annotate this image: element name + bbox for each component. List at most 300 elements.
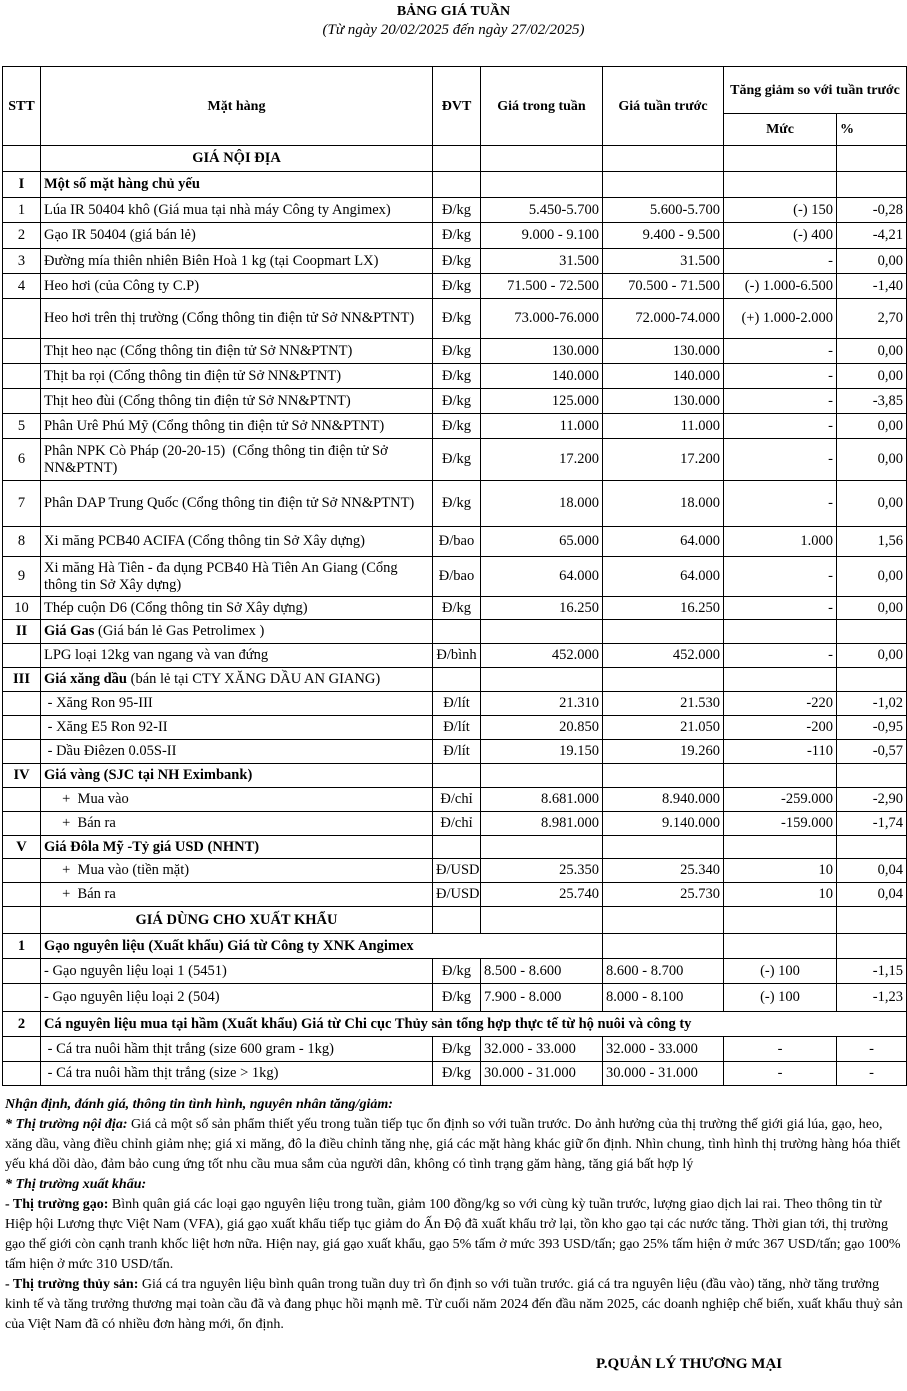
stt-cell: II bbox=[3, 620, 41, 644]
price-prev-cell: 18.000 bbox=[603, 481, 724, 527]
unit-cell: Đ/kg bbox=[433, 1037, 481, 1062]
price-week-cell: 452.000 bbox=[481, 644, 603, 668]
change-pct-cell: - bbox=[837, 1037, 907, 1062]
empty-cell bbox=[433, 146, 481, 172]
header-item: Mặt hàng bbox=[41, 67, 433, 146]
rice-text: Bình quân giá các loại gạo nguyên liệu trong tuần, giảm 100 đồng/kg so với cùng kỳ tuần trước, lượng giao dịch lai rai. Theo thông tin từ Hiệp hội Lương thực Việt Nam (VFA), giá gạo xuất khẩu tiếp tục giảm do Ấn Độ đã xuất khẩu trở lại, tồn kho gạo tại các nước tăng. Thời gian tới, thị trường gạo thế giới còn cạnh tranh khốc liệt hơn nữa. Hiện nay, giá gạo xuất khẩu, gạo 5% tấm ở mức 393 USD/tấn; gạo 25% tấm hiện ở mức 367 USD/tấn; gạo 100% tấm hiện ở mức 310 USD/tấn. bbox=[5, 1197, 901, 1272]
unit-cell: Đ/kg bbox=[433, 414, 481, 439]
item-name: Đường mía thiên nhiên Biên Hoà 1 kg (tại Coopmart LX) bbox=[41, 249, 433, 274]
price-prev-cell: 25.730 bbox=[603, 883, 724, 907]
price-prev-cell: 31.500 bbox=[603, 249, 724, 274]
unit-cell: Đ/bình bbox=[433, 644, 481, 668]
price-week-cell: 64.000 bbox=[481, 557, 603, 597]
group-row bbox=[3, 934, 907, 959]
section-label: GIÁ DÙNG CHO XUẤT KHẨU bbox=[41, 907, 433, 934]
change-level-cell: - bbox=[724, 364, 837, 389]
price-week-cell: 11.000 bbox=[481, 414, 603, 439]
stt-cell bbox=[3, 692, 41, 716]
change-pct-cell: -0,57 bbox=[837, 740, 907, 764]
price-prev-cell: 130.000 bbox=[603, 339, 724, 364]
empty-cell bbox=[724, 620, 837, 644]
table-row bbox=[3, 223, 907, 249]
empty-cell bbox=[603, 146, 724, 172]
price-week-cell: 8.500 - 8.600 bbox=[481, 959, 603, 984]
table-row bbox=[3, 716, 907, 740]
item-name: Lúa IR 50404 khô (Giá mua tại nhà máy Công ty Angimex) bbox=[41, 198, 433, 223]
unit-cell: Đ/kg bbox=[433, 481, 481, 527]
item-name: Thịt heo đùi (Cổng thông tin điện tử Sở NN&PTNT) bbox=[41, 389, 433, 414]
empty-cell bbox=[603, 620, 724, 644]
stt-cell: 9 bbox=[3, 557, 41, 597]
group-label-suffix: (Giá bán lẻ Gas Petrolimex ) bbox=[94, 623, 265, 639]
stt-cell bbox=[3, 364, 41, 389]
change-level-cell: (+) 1.000-2.000 bbox=[724, 299, 837, 339]
stt-cell: 7 bbox=[3, 481, 41, 527]
unit-cell: Đ/kg bbox=[433, 597, 481, 620]
table-row bbox=[3, 527, 907, 557]
price-week-cell: 130.000 bbox=[481, 339, 603, 364]
item-name: - Gạo nguyên liệu loại 1 (5451) bbox=[41, 959, 433, 984]
unit-cell: Đ/kg bbox=[433, 339, 481, 364]
item-name: + Mua vào bbox=[41, 788, 433, 812]
item-name: Phân NPK Cò Pháp (20-20-15) (Cổng thông tin điện tử Sở NN&PTNT) bbox=[41, 439, 433, 481]
item-name: - Dầu Điêzen 0.05S-II bbox=[41, 740, 433, 764]
stt-cell bbox=[3, 812, 41, 836]
change-pct-cell: -1,74 bbox=[837, 812, 907, 836]
unit-cell: Đ/lít bbox=[433, 740, 481, 764]
stt-cell bbox=[3, 146, 41, 172]
item-name: Phân DAP Trung Quốc (Cổng thông tin điện tử Sở NN&PTNT) bbox=[41, 481, 433, 527]
item-name: Xi măng Hà Tiên - đa dụng PCB40 Hà Tiên An Giang (Cổng thông tin Sở Xây dựng) bbox=[41, 557, 433, 597]
item-name: Heo hơi (của Công ty C.P) bbox=[41, 274, 433, 299]
price-week-cell: 31.500 bbox=[481, 249, 603, 274]
change-pct-cell: 0,04 bbox=[837, 859, 907, 883]
unit-cell: Đ/kg bbox=[433, 223, 481, 249]
page-subtitle: (Từ ngày 20/02/2025 đến ngày 27/02/2025) bbox=[322, 22, 585, 38]
group-label: Giá Gas bbox=[44, 623, 95, 639]
group-row bbox=[3, 172, 907, 198]
stt-cell: 3 bbox=[3, 249, 41, 274]
group-row bbox=[3, 836, 907, 859]
change-pct-cell: 0,00 bbox=[837, 597, 907, 620]
empty-cell bbox=[837, 668, 907, 692]
header-change-level: Mức bbox=[724, 114, 837, 146]
empty-cell bbox=[433, 172, 481, 198]
unit-cell: Đ/bao bbox=[433, 527, 481, 557]
price-week-cell: 25.740 bbox=[481, 883, 603, 907]
group-label: Cá nguyên liệu mua tại hầm (Xuất khẩu) Giá từ Chi cục Thủy sản tổng hợp thực tế từ hộ nuôi và công ty bbox=[44, 1015, 692, 1032]
stt-cell: 2 bbox=[3, 223, 41, 249]
price-week-cell: 140.000 bbox=[481, 364, 603, 389]
item-name: Phân Urê Phú Mỹ (Cổng thông tin điện tử Sở NN&PTNT) bbox=[41, 414, 433, 439]
change-pct-cell: 0,00 bbox=[837, 644, 907, 668]
price-prev-cell: 21.050 bbox=[603, 716, 724, 740]
page-title: BẢNG GIÁ TUẦN bbox=[396, 4, 511, 19]
price-week-cell: 21.310 bbox=[481, 692, 603, 716]
change-pct-cell: -1,15 bbox=[837, 959, 907, 984]
section-label: GIÁ NỘI ĐỊA bbox=[41, 146, 433, 172]
change-level-cell: (-) 100 bbox=[724, 959, 837, 984]
price-prev-cell: 8.600 - 8.700 bbox=[603, 959, 724, 984]
stt-cell bbox=[3, 883, 41, 907]
price-week-cell: 8.681.000 bbox=[481, 788, 603, 812]
empty-cell bbox=[724, 146, 837, 172]
item-name: + Mua vào (tiền mặt) bbox=[41, 859, 433, 883]
price-week-cell: 19.150 bbox=[481, 740, 603, 764]
change-pct-cell: 0,00 bbox=[837, 557, 907, 597]
table-row bbox=[3, 1062, 907, 1086]
unit-cell: Đ/kg bbox=[433, 389, 481, 414]
change-level-cell: (-) 1.000-6.500 bbox=[724, 274, 837, 299]
empty-cell bbox=[837, 836, 907, 859]
item-name: - Xăng E5 Ron 92-II bbox=[41, 716, 433, 740]
stt-cell bbox=[3, 299, 41, 339]
price-week-cell: 18.000 bbox=[481, 481, 603, 527]
unit-cell: Đ/kg bbox=[433, 984, 481, 1012]
price-week-cell: 16.250 bbox=[481, 597, 603, 620]
header-price-prev: Giá tuần trước bbox=[603, 67, 724, 146]
empty-cell bbox=[433, 907, 481, 934]
stt-cell: 1 bbox=[3, 934, 41, 959]
change-pct-cell: 0,00 bbox=[837, 439, 907, 481]
group-label-cell bbox=[41, 620, 433, 644]
price-prev-cell: 140.000 bbox=[603, 364, 724, 389]
unit-cell: Đ/kg bbox=[433, 439, 481, 481]
unit-cell: Đ/kg bbox=[433, 1062, 481, 1086]
empty-cell bbox=[481, 146, 603, 172]
price-prev-cell: 64.000 bbox=[603, 527, 724, 557]
stt-cell: I bbox=[3, 172, 41, 198]
empty-cell bbox=[481, 620, 603, 644]
group-label-cell bbox=[41, 934, 603, 959]
change-pct-cell: -1,40 bbox=[837, 274, 907, 299]
change-pct-cell: 0,04 bbox=[837, 883, 907, 907]
empty-cell bbox=[481, 907, 603, 934]
rice-paragraph bbox=[5, 1195, 903, 1275]
group-label: Giá Đôla Mỹ -Tỷ giá USD (NHNT) bbox=[44, 838, 260, 855]
table-row bbox=[3, 198, 907, 223]
stt-cell: 1 bbox=[3, 198, 41, 223]
unit-cell: Đ/kg bbox=[433, 299, 481, 339]
group-row bbox=[3, 668, 907, 692]
price-week-cell: 17.200 bbox=[481, 439, 603, 481]
price-prev-cell: 21.530 bbox=[603, 692, 724, 716]
price-table-body bbox=[3, 146, 907, 1086]
table-row bbox=[3, 557, 907, 597]
stt-cell bbox=[3, 859, 41, 883]
group-row bbox=[3, 620, 907, 644]
stt-cell: 2 bbox=[3, 1012, 41, 1037]
unit-cell: Đ/chỉ bbox=[433, 788, 481, 812]
empty-cell bbox=[481, 172, 603, 198]
header-stt: STT bbox=[3, 67, 41, 146]
table-row bbox=[3, 788, 907, 812]
change-pct-cell: -0,95 bbox=[837, 716, 907, 740]
change-level-cell: (-) 150 bbox=[724, 198, 837, 223]
table-row bbox=[3, 249, 907, 274]
change-pct-cell: 1,56 bbox=[837, 527, 907, 557]
change-pct-cell: -4,21 bbox=[837, 223, 907, 249]
unit-cell: Đ/kg bbox=[433, 274, 481, 299]
unit-cell: Đ/kg bbox=[433, 959, 481, 984]
empty-cell bbox=[603, 172, 724, 198]
stt-cell: 8 bbox=[3, 527, 41, 557]
stt-cell: V bbox=[3, 836, 41, 859]
domestic-paragraph bbox=[5, 1115, 903, 1175]
change-pct-cell: 2,70 bbox=[837, 299, 907, 339]
item-name: Gạo IR 50404 (giá bán lẻ) bbox=[41, 223, 433, 249]
price-prev-cell: 16.250 bbox=[603, 597, 724, 620]
change-pct-cell: -3,85 bbox=[837, 389, 907, 414]
unit-cell: Đ/lít bbox=[433, 716, 481, 740]
item-name: Heo hơi trên thị trường (Cổng thông tin điện tử Sở NN&PTNT) bbox=[41, 299, 433, 339]
stt-cell bbox=[3, 740, 41, 764]
empty-cell bbox=[724, 668, 837, 692]
stt-cell bbox=[3, 907, 41, 934]
table-row bbox=[3, 439, 907, 481]
change-level-cell: -110 bbox=[724, 740, 837, 764]
unit-cell: Đ/chỉ bbox=[433, 812, 481, 836]
table-row bbox=[3, 812, 907, 836]
item-name: - Cá tra nuôi hầm thịt trắng (size 600 gram - 1kg) bbox=[41, 1037, 433, 1062]
header-unit: ĐVT bbox=[433, 67, 481, 146]
price-prev-cell: 72.000-74.000 bbox=[603, 299, 724, 339]
stt-cell: 6 bbox=[3, 439, 41, 481]
table-row bbox=[3, 1037, 907, 1062]
change-level-cell: - bbox=[724, 249, 837, 274]
stt-cell bbox=[3, 716, 41, 740]
empty-cell bbox=[603, 764, 724, 788]
table-row bbox=[3, 959, 907, 984]
section-row bbox=[3, 907, 907, 934]
item-name: + Bán ra bbox=[41, 883, 433, 907]
price-prev-cell: 11.000 bbox=[603, 414, 724, 439]
notes-section bbox=[5, 1095, 903, 1335]
empty-cell bbox=[433, 620, 481, 644]
stt-cell: 10 bbox=[3, 597, 41, 620]
stt-cell bbox=[3, 339, 41, 364]
item-name: Xi măng PCB40 ACIFA (Cổng thông tin Sở Xây dựng) bbox=[41, 527, 433, 557]
empty-cell bbox=[481, 836, 603, 859]
price-prev-cell: 70.500 - 71.500 bbox=[603, 274, 724, 299]
empty-cell bbox=[837, 764, 907, 788]
change-pct-cell: - bbox=[837, 1062, 907, 1086]
unit-cell: Đ/bao bbox=[433, 557, 481, 597]
group-label: Giá xăng dầu bbox=[44, 671, 127, 687]
stt-cell bbox=[3, 788, 41, 812]
item-name: Thịt heo nạc (Cổng thông tin điện tử Sở NN&PTNT) bbox=[41, 339, 433, 364]
price-week-cell: 73.000-76.000 bbox=[481, 299, 603, 339]
change-level-cell: - bbox=[724, 644, 837, 668]
price-prev-cell: 32.000 - 33.000 bbox=[603, 1037, 724, 1062]
change-pct-cell: 0,00 bbox=[837, 414, 907, 439]
change-level-cell: -200 bbox=[724, 716, 837, 740]
notes-heading: Nhận định, đánh giá, thông tin tình hình, nguyên nhân tăng/giảm: bbox=[5, 1097, 393, 1112]
table-row bbox=[3, 299, 907, 339]
item-name: Thép cuộn D6 (Cổng thông tin Sở Xây dựng) bbox=[41, 597, 433, 620]
table-row bbox=[3, 644, 907, 668]
unit-cell: Đ/kg bbox=[433, 198, 481, 223]
domestic-label: * Thị trường nội địa: bbox=[5, 1117, 128, 1132]
change-level-cell: (-) 100 bbox=[724, 984, 837, 1012]
header-change-pct: % bbox=[837, 114, 907, 146]
price-week-cell: 25.350 bbox=[481, 859, 603, 883]
group-label: Một số mặt hàng chủ yếu bbox=[44, 176, 200, 192]
group-label: Gạo nguyên liệu (Xuất khẩu) Giá từ Công ty XNK Angimex bbox=[44, 937, 414, 954]
price-week-cell: 125.000 bbox=[481, 389, 603, 414]
unit-cell: Đ/kg bbox=[433, 249, 481, 274]
price-prev-cell: 30.000 - 31.000 bbox=[603, 1062, 724, 1086]
table-row bbox=[3, 984, 907, 1012]
rice-label: - Thị trường gạo: bbox=[5, 1197, 109, 1212]
stt-cell: 5 bbox=[3, 414, 41, 439]
stt-cell bbox=[3, 984, 41, 1012]
item-name: LPG loại 12kg van ngang và van đứng bbox=[41, 644, 433, 668]
stt-cell bbox=[3, 389, 41, 414]
price-prev-cell: 9.400 - 9.500 bbox=[603, 223, 724, 249]
empty-cell bbox=[837, 934, 907, 959]
item-name: + Bán ra bbox=[41, 812, 433, 836]
table-row bbox=[3, 414, 907, 439]
unit-cell: Đ/USD bbox=[433, 883, 481, 907]
change-level-cell: - bbox=[724, 481, 837, 527]
empty-cell bbox=[603, 907, 724, 934]
stt-cell bbox=[3, 1062, 41, 1086]
empty-cell bbox=[603, 934, 724, 959]
price-prev-cell: 19.260 bbox=[603, 740, 724, 764]
price-prev-cell: 25.340 bbox=[603, 859, 724, 883]
empty-cell bbox=[433, 836, 481, 859]
item-name: - Gạo nguyên liệu loại 2 (504) bbox=[41, 984, 433, 1012]
group-label-cell bbox=[41, 836, 433, 859]
price-table bbox=[2, 66, 907, 1086]
signature: P.QUẢN LÝ THƯƠNG MẠI bbox=[596, 1356, 783, 1372]
item-name: - Xăng Ron 95-III bbox=[41, 692, 433, 716]
table-row bbox=[3, 859, 907, 883]
price-week-cell: 9.000 - 9.100 bbox=[481, 223, 603, 249]
table-row bbox=[3, 481, 907, 527]
change-level-cell: - bbox=[724, 1037, 837, 1062]
empty-cell bbox=[837, 907, 907, 934]
empty-cell bbox=[724, 836, 837, 859]
stt-cell bbox=[3, 644, 41, 668]
change-pct-cell: -1,02 bbox=[837, 692, 907, 716]
change-pct-cell: 0,00 bbox=[837, 481, 907, 527]
group-label-cell bbox=[41, 172, 433, 198]
change-level-cell: - bbox=[724, 439, 837, 481]
price-prev-cell: 9.140.000 bbox=[603, 812, 724, 836]
price-prev-cell: 17.200 bbox=[603, 439, 724, 481]
empty-cell bbox=[837, 172, 907, 198]
header-change-group: Tăng giảm so với tuần trước bbox=[724, 67, 907, 114]
group-label-cell bbox=[41, 668, 433, 692]
seafood-text: Giá cá tra nguyên liệu bình quân trong tuần duy trì ổn định so với tuần trước. giá cá tra nguyên liệu (đầu vào) tăng, nhờ tăng trưởng kinh tế và tăng trưởng thương mại toàn cầu đã và đang phục hồi mạnh mẽ. Từ cuối năm 2024 đến đầu năm 2025, các doanh nghiệp chế biến, xuất khẩu thuỷ sản của Việt Nam đã có nhiều đơn hàng mới, ổn định. bbox=[5, 1277, 903, 1332]
change-level-cell: -220 bbox=[724, 692, 837, 716]
empty-cell bbox=[837, 620, 907, 644]
price-week-cell: 65.000 bbox=[481, 527, 603, 557]
empty-cell bbox=[481, 764, 603, 788]
group-label-cell bbox=[41, 1012, 907, 1037]
empty-cell bbox=[724, 172, 837, 198]
stt-cell bbox=[3, 1037, 41, 1062]
domestic-text: Giá cả một số sản phẩm thiết yếu trong tuần tiếp tục ổn định so với tuần trước. Do ảnh hưởng của thị trường thế giới giá lúa, gạo, heo, xăng dầu, vàng điều chỉnh giảm nhẹ; giá xi măng, đô la điều chỉnh tăng nhẹ, giá các mặt hàng khác giữ ổn định. Nhìn chung, tình hình thị trường hàng hóa thiết yếu khá dồi dào, đảm bảo cung ứng tốt nhu cầu mua sắm của người dân, không có tình trạng găm hàng, tăng giá bất hợp lý bbox=[5, 1117, 901, 1172]
price-week-cell: 8.981.000 bbox=[481, 812, 603, 836]
change-pct-cell: 0,00 bbox=[837, 364, 907, 389]
change-level-cell: 10 bbox=[724, 859, 837, 883]
table-row bbox=[3, 597, 907, 620]
price-week-cell: 7.900 - 8.000 bbox=[481, 984, 603, 1012]
group-label: Giá vàng (SJC tại NH Eximbank) bbox=[44, 767, 253, 783]
change-level-cell: 10 bbox=[724, 883, 837, 907]
seafood-paragraph bbox=[5, 1275, 903, 1335]
empty-cell bbox=[724, 907, 837, 934]
group-label-suffix: (bán lẻ tại CTY XĂNG DẦU AN GIANG) bbox=[127, 671, 381, 687]
change-pct-cell: -2,90 bbox=[837, 788, 907, 812]
price-week-cell: 20.850 bbox=[481, 716, 603, 740]
empty-cell bbox=[603, 668, 724, 692]
change-pct-cell: 0,00 bbox=[837, 339, 907, 364]
stt-cell bbox=[3, 959, 41, 984]
section-row bbox=[3, 146, 907, 172]
price-week-cell: 5.450-5.700 bbox=[481, 198, 603, 223]
change-level-cell: - bbox=[724, 597, 837, 620]
table-row bbox=[3, 274, 907, 299]
unit-cell: Đ/kg bbox=[433, 364, 481, 389]
table-row bbox=[3, 339, 907, 364]
empty-cell bbox=[481, 668, 603, 692]
table-row bbox=[3, 692, 907, 716]
group-label-cell bbox=[41, 764, 433, 788]
empty-cell bbox=[433, 668, 481, 692]
stt-cell: 4 bbox=[3, 274, 41, 299]
change-level-cell: - bbox=[724, 1062, 837, 1086]
price-week-cell: 32.000 - 33.000 bbox=[481, 1037, 603, 1062]
change-level-cell: - bbox=[724, 389, 837, 414]
group-row bbox=[3, 1012, 907, 1037]
empty-cell bbox=[724, 764, 837, 788]
price-prev-cell: 8.940.000 bbox=[603, 788, 724, 812]
unit-cell: Đ/lít bbox=[433, 692, 481, 716]
price-prev-cell: 5.600-5.700 bbox=[603, 198, 724, 223]
table-row bbox=[3, 389, 907, 414]
change-level-cell: -159.000 bbox=[724, 812, 837, 836]
price-week-cell: 30.000 - 31.000 bbox=[481, 1062, 603, 1086]
change-level-cell: - bbox=[724, 557, 837, 597]
price-week-cell: 71.500 - 72.500 bbox=[481, 274, 603, 299]
empty-cell bbox=[837, 146, 907, 172]
empty-cell bbox=[724, 934, 837, 959]
header-price-week: Giá trong tuần bbox=[481, 67, 603, 146]
change-level-cell: -259.000 bbox=[724, 788, 837, 812]
change-level-cell: (-) 400 bbox=[724, 223, 837, 249]
group-row bbox=[3, 764, 907, 788]
change-pct-cell: -1,23 bbox=[837, 984, 907, 1012]
table-row bbox=[3, 740, 907, 764]
price-prev-cell: 130.000 bbox=[603, 389, 724, 414]
stt-cell: III bbox=[3, 668, 41, 692]
stt-cell: IV bbox=[3, 764, 41, 788]
change-level-cell: - bbox=[724, 414, 837, 439]
change-pct-cell: 0,00 bbox=[837, 249, 907, 274]
item-name: Thịt ba rọi (Cổng thông tin điện tử Sở NN&PTNT) bbox=[41, 364, 433, 389]
unit-cell: Đ/USD bbox=[433, 859, 481, 883]
change-level-cell: 1.000 bbox=[724, 527, 837, 557]
empty-cell bbox=[433, 764, 481, 788]
empty-cell bbox=[603, 836, 724, 859]
export-heading: * Thị trường xuất khẩu: bbox=[5, 1177, 147, 1192]
price-prev-cell: 452.000 bbox=[603, 644, 724, 668]
item-name: - Cá tra nuôi hầm thịt trắng (size > 1kg) bbox=[41, 1062, 433, 1086]
